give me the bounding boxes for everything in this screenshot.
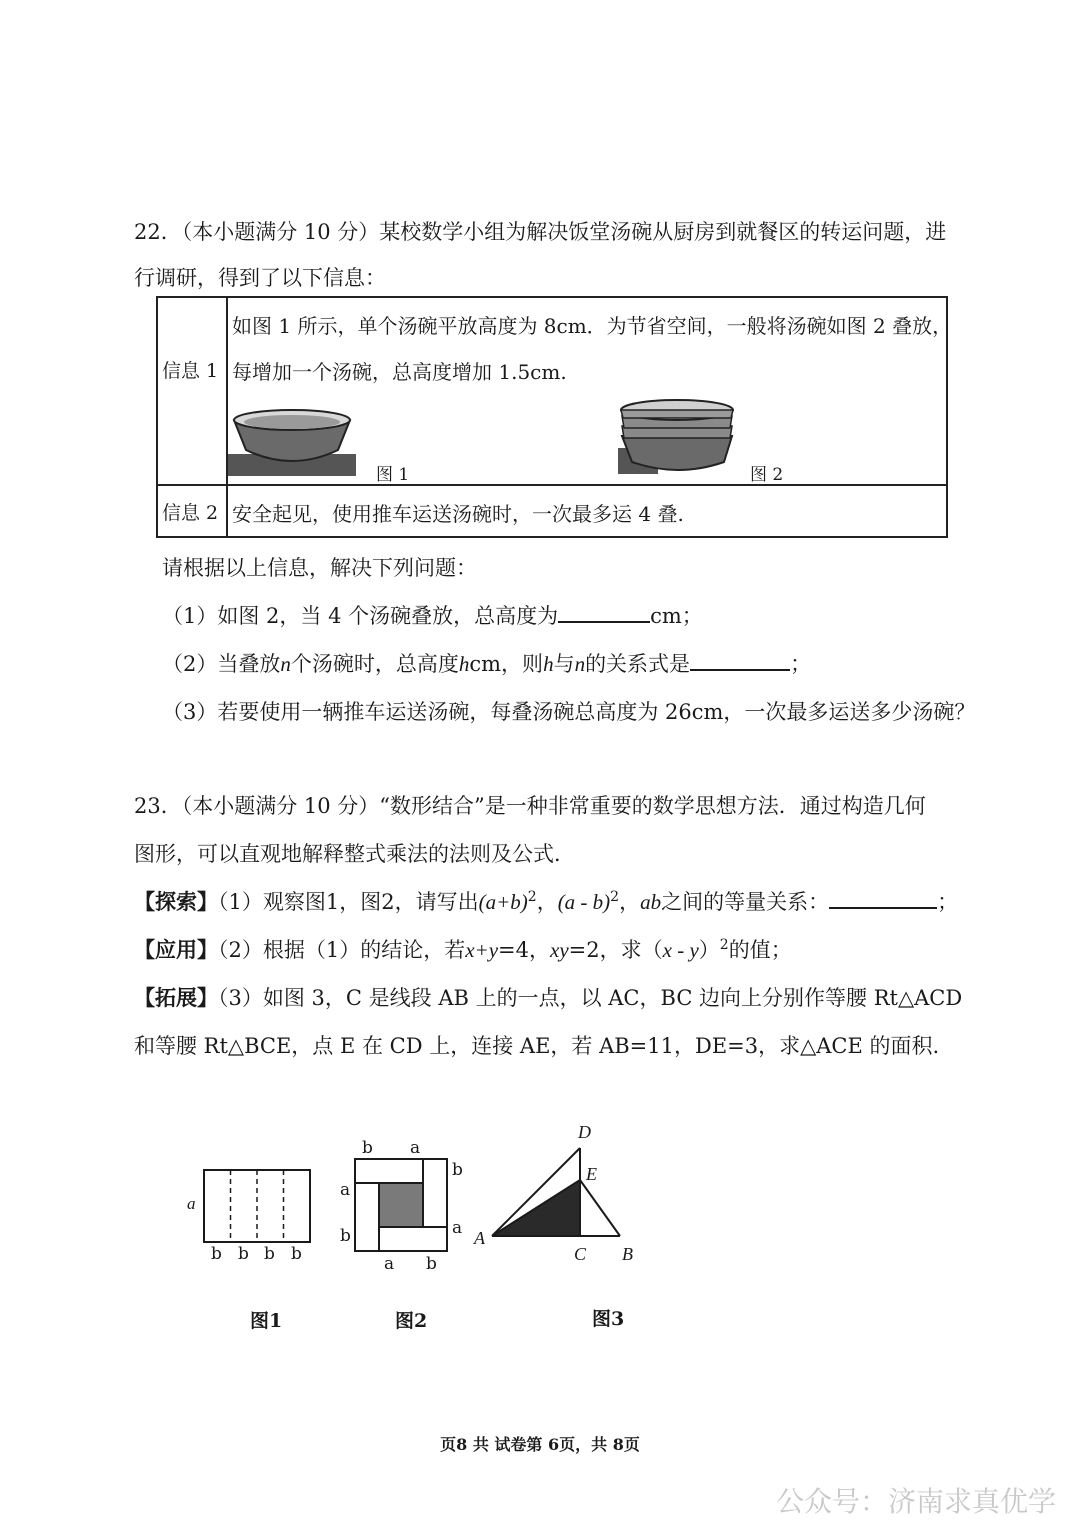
fig1-label-b3: b <box>264 1244 275 1264</box>
apply-eq1: x+y <box>465 938 499 962</box>
info2-label: 信息 2 <box>162 502 219 524</box>
apply-eq3: x - y <box>662 938 699 962</box>
extend-tag: 【拓展】 <box>134 985 218 1010</box>
info2-text: 安全起见，使用推车运送汤碗时，一次最多运 4 叠. <box>232 502 684 526</box>
q22-part2-end: ； <box>790 652 812 676</box>
answer-blank-1[interactable] <box>558 603 650 623</box>
stacked-bowls-image <box>618 396 742 476</box>
fig2-right-a: a <box>452 1218 463 1238</box>
info2-content-cell <box>227 485 947 537</box>
q22-line2: 行调研，得到了以下信息： <box>134 266 386 290</box>
q22-part2-t4: 与 <box>553 652 575 676</box>
watermark: 公众号：济南求真优学 <box>775 1485 1056 1518</box>
formula-ab: ab <box>640 890 662 914</box>
fig3-point-b: B <box>622 1244 633 1264</box>
info1-content-cell <box>227 297 953 485</box>
q22-var-n: n <box>280 652 291 676</box>
info1-text2: 每增加一个汤碗，总高度增加 1.5cm. <box>232 360 567 384</box>
q22-part2-t5: 的关系式是 <box>585 652 691 676</box>
fig2-caption: 图2 <box>395 1310 428 1332</box>
fig3-point-d: D <box>578 1122 591 1142</box>
explore-sep: ， <box>536 890 558 914</box>
fig2-square-diagram <box>354 1158 448 1252</box>
explore-sep2: ， <box>619 890 641 914</box>
q23-line2: 图形，可以直观地解释整式乘法的法则及公式． <box>134 842 575 866</box>
fig2-bottom-a: a <box>384 1254 395 1274</box>
apply-text4: ） <box>698 938 720 962</box>
answer-blank-3[interactable] <box>829 889 937 909</box>
q23-line1: 23．（本小题满分 10 分）“数形结合”是一种非常重要的数学思想方法．通过构造几何 <box>134 794 926 818</box>
single-bowl-image <box>228 406 360 476</box>
info2-label-cell <box>157 485 227 537</box>
fig3-triangle-diagram <box>488 1140 628 1250</box>
exp-1: 2 <box>527 889 537 905</box>
fig2-left-b: b <box>340 1226 351 1246</box>
fig1-bowl-caption: 图 1 <box>376 465 410 485</box>
apply-text3: =2，求（ <box>568 938 663 962</box>
fig2-left-a: a <box>340 1180 351 1200</box>
fig3-point-c: C <box>574 1244 587 1264</box>
explore-text: （1）观察图1，图2，请写出 <box>218 890 479 914</box>
explore-text2: 之间的等量关系： <box>661 890 830 914</box>
answer-blank-2[interactable] <box>690 651 790 671</box>
q22-part3: （3）若要使用一辆推车运送汤碗，每叠汤碗总高度为 26cm，一次最多运送多少汤碗？ <box>162 700 976 724</box>
q22-part2-t1: （2）当叠放 <box>162 652 281 676</box>
q22-var-n2: n <box>574 652 586 676</box>
fig3-caption: 图3 <box>592 1308 625 1330</box>
q22-part1-text: （1）如图 2，当 4 个汤碗叠放，总高度为 <box>162 604 559 628</box>
fig2-top-a: a <box>410 1138 421 1158</box>
q22-part2-t2: 个汤碗时，总高度 <box>290 652 459 676</box>
formula-a-plus-b: (a+b) <box>478 890 528 914</box>
fig1-label-b4: b <box>291 1244 302 1264</box>
apply-text2: =4， <box>498 938 551 962</box>
explore-tag: 【探索】 <box>134 889 218 914</box>
q23-apply <box>134 934 792 964</box>
fig2-bowl-caption: 图 2 <box>750 465 784 485</box>
explore-end: ； <box>937 890 959 914</box>
q22-var-h: h <box>458 652 470 676</box>
q23-extend <box>134 982 962 1012</box>
fig1-label-b1: b <box>211 1244 222 1264</box>
fig2-bottom-b: b <box>426 1254 437 1274</box>
info1-text1: 如图 1 所示，单个汤碗平放高度为 8cm．为节省空间，一般将汤碗如图 2 叠放， <box>232 314 953 338</box>
page-footer: 页8 共 试卷第 6页，共 8页 <box>440 1435 640 1454</box>
q22-part1 <box>162 600 703 630</box>
formula-a-minus-b: (a - b) <box>557 890 611 914</box>
q22-prompt: 请根据以上信息，解决下列问题： <box>162 556 477 580</box>
q22-part2 <box>162 648 811 678</box>
apply-eq2: xy <box>550 938 569 962</box>
apply-tag: 【应用】 <box>134 937 218 962</box>
fig1-label-b2: b <box>238 1244 249 1264</box>
q22-line1: 22．（本小题满分 10 分）某校数学小组为解决饭堂汤碗从厨房到就餐区的转运问题，进 <box>134 220 947 244</box>
q22-part2-t3: cm，则 <box>469 652 544 676</box>
extend-line1: （3）如图 3，C 是线段 AB 上的一点，以 AC，BC 边向上分别作等腰 Rt△ACD <box>218 986 963 1010</box>
exp-2: 2 <box>610 889 620 905</box>
apply-exp: 2 <box>719 937 729 953</box>
apply-text5: 的值； <box>728 938 792 962</box>
fig1-label-a: a <box>187 1194 196 1213</box>
fig1-caption: 图1 <box>250 1310 283 1332</box>
fig2-right-b: b <box>452 1160 463 1180</box>
info-table <box>156 296 953 538</box>
info1-label-cell <box>157 297 227 485</box>
q23-explore <box>134 886 958 916</box>
fig2-top-b: b <box>362 1138 373 1158</box>
q23-extend-line2: 和等腰 Rt△BCE，点 E 在 CD 上，连接 AE，若 AB=11，DE=3，求△ACE 的面积. <box>134 1034 940 1058</box>
info1-label: 信息 1 <box>162 360 219 382</box>
fig3-point-a: A <box>474 1228 485 1248</box>
fig3-point-e: E <box>586 1164 597 1184</box>
q22-part1-unit: cm； <box>650 604 703 628</box>
q22-var-h2: h <box>543 652 554 676</box>
apply-text1: （2）根据（1）的结论，若 <box>218 938 466 962</box>
